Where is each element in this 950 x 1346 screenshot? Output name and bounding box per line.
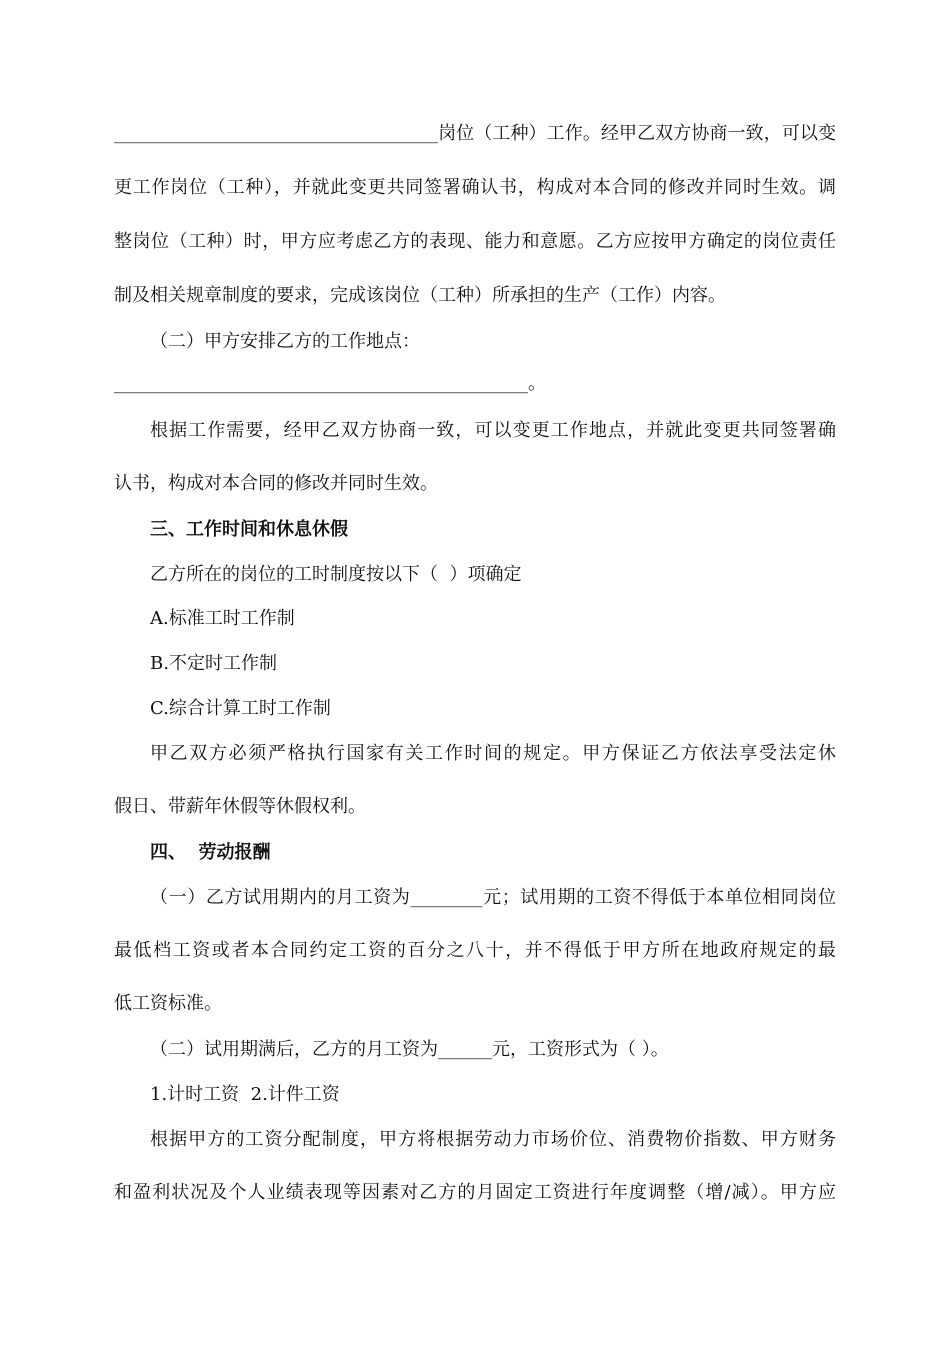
- paragraph-line: 根据工作需要，经甲乙双方协商一致，可以变更工作地点，并就此变更共同签署确: [150, 420, 836, 441]
- paragraph-line: ____________________________________岗位（工种）工作。经甲乙双方协商一致，可以变: [114, 123, 836, 144]
- paragraph-line: 认书，构成对本合同的修改并同时生效。: [114, 473, 438, 494]
- paragraph-line: 和盈利状况及个人业绩表现等因素对乙方的月固定工资进行年度调整（增/减）。甲方应: [114, 1182, 836, 1203]
- paragraph-line: 低工资标准。: [114, 993, 222, 1014]
- paragraph-line: 甲乙双方必须严格执行国家有关工作时间的规定。甲方保证乙方依法享受法定休: [150, 743, 836, 764]
- work-place-blank: ______________________________________________。: [114, 373, 546, 394]
- option-c: C.综合计算工时工作制: [150, 698, 331, 719]
- option-b: B.不定时工作制: [150, 653, 277, 674]
- paragraph-line: （一）乙方试用期内的月工资为________元；试用期的工资不得低于本单位相同岗位: [150, 887, 836, 908]
- paragraph-line: 制及相关规章制度的要求，完成该岗位（工种）所承担的生产（工作）内容。: [114, 285, 726, 306]
- option-a: A.标准工时工作制: [150, 608, 295, 629]
- paragraph-line: 假日、带薪年休假等休假权利。: [114, 796, 366, 817]
- paragraph-line: 整岗位（工种）时，甲方应考虑乙方的表现、能力和意愿。乙方应按甲方确定的岗位责任: [114, 231, 836, 252]
- work-place-label: （二）甲方安排乙方的工作地点：: [150, 331, 420, 352]
- paragraph-line: 根据甲方的工资分配制度，甲方将根据劳动力市场价位、消费物价指数、甲方财务: [150, 1129, 836, 1150]
- section-heading-3: 三、工作时间和休息休假: [150, 519, 348, 540]
- wage-forms: 1.计时工资 2.计件工资: [150, 1084, 340, 1105]
- section3-intro: 乙方所在的岗位的工时制度按以下（ ）项确定: [150, 564, 522, 585]
- paragraph-line: （二）试用期满后，乙方的月工资为______元，工资形式为（ ）。: [150, 1039, 669, 1060]
- paragraph-line: 最低档工资或者本合同约定工资的百分之八十，并不得低于甲方所在地政府规定的最: [114, 940, 836, 961]
- paragraph-line: 更工作岗位（工种），并就此变更共同签署确认书，构成对本合同的修改并同时生效。调: [114, 177, 836, 198]
- section-heading-4: 四、 劳动报酬: [150, 842, 271, 863]
